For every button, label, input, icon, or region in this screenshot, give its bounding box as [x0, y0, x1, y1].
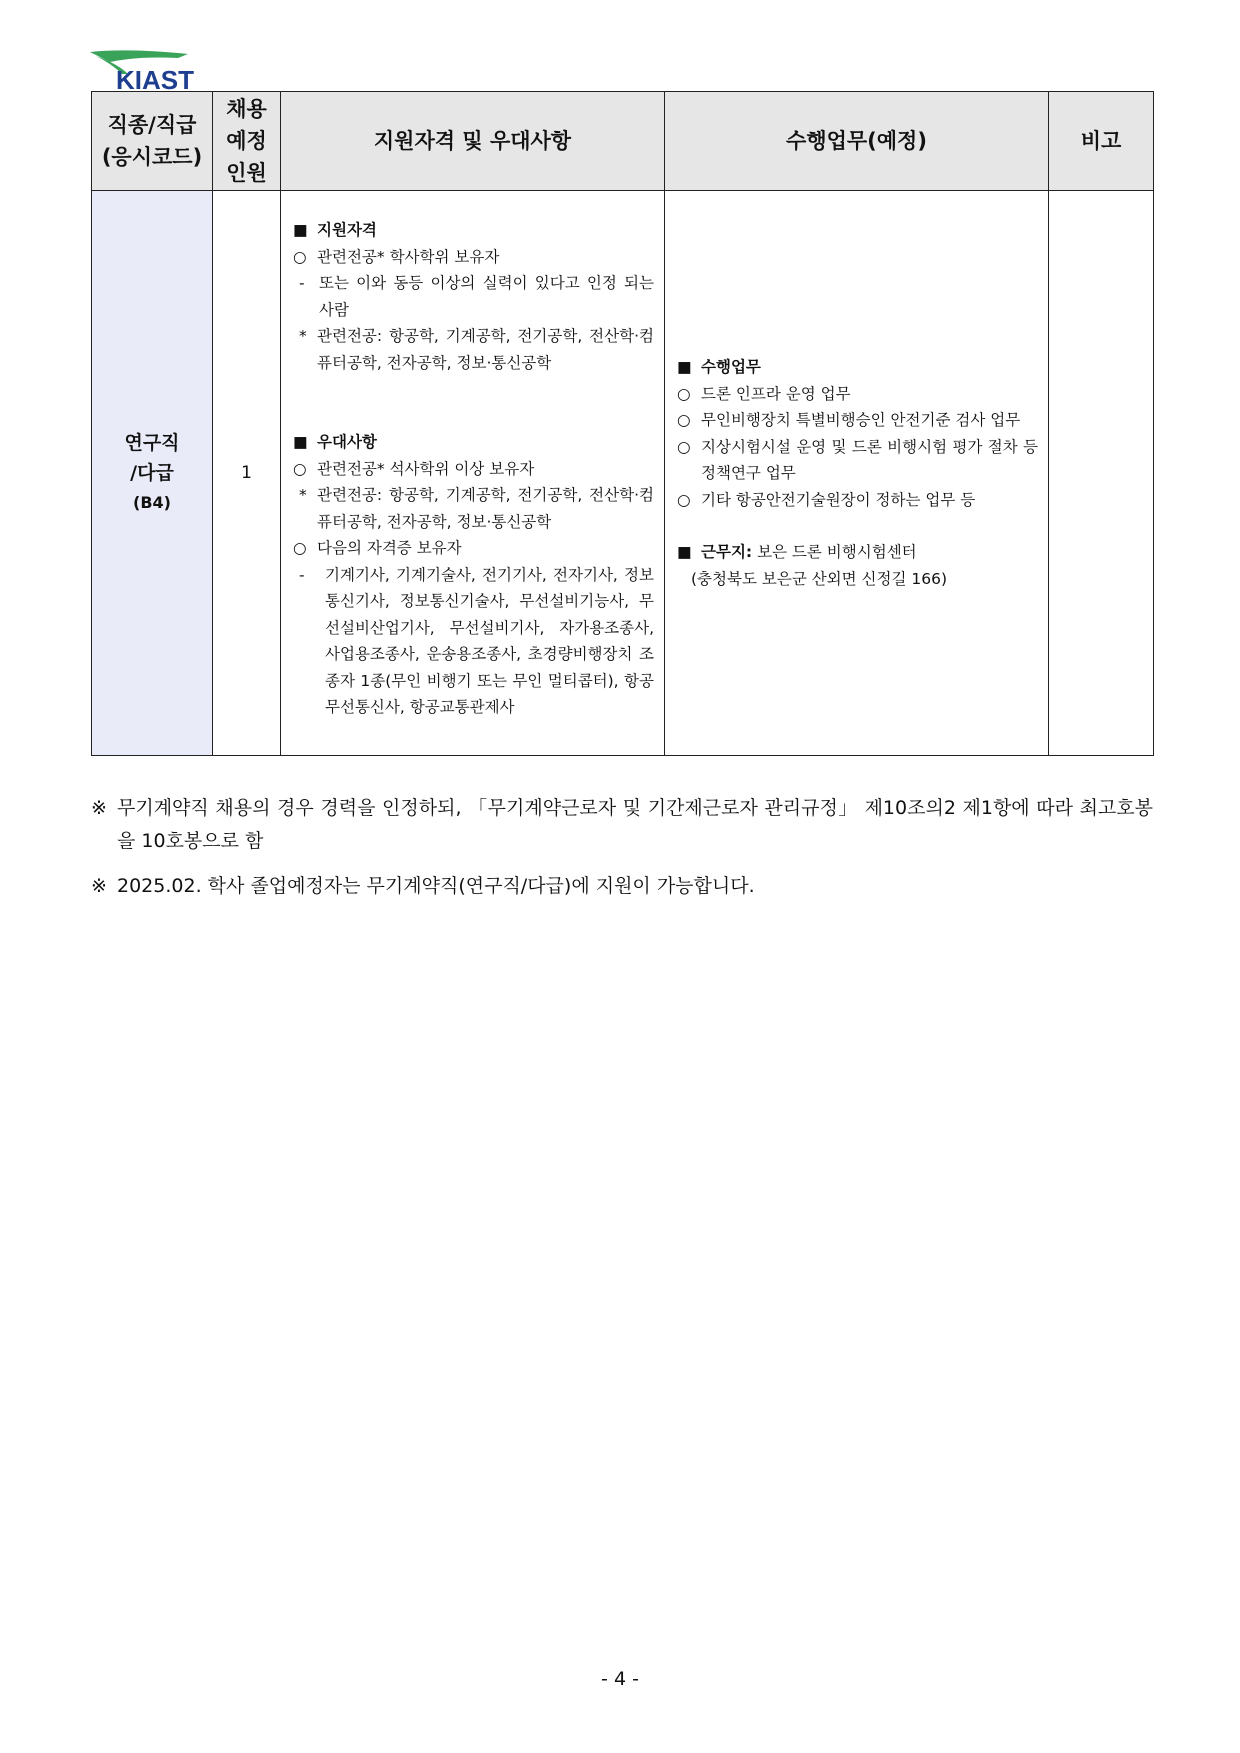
duties-cell — [665, 191, 1049, 756]
reference-mark-icon: ※ — [91, 797, 107, 819]
circle-bullet-icon: ○ — [677, 384, 691, 403]
header-job-type — [92, 92, 213, 191]
preferences-title-text: 우대사항 — [317, 433, 377, 451]
table-header-row — [92, 92, 1154, 191]
workplace-address: (충청북도 보은군 산외면 신정길 166) — [691, 569, 948, 588]
square-bullet-icon: ■ — [677, 543, 692, 561]
asterisk-bullet-icon: * — [299, 327, 307, 345]
dash-bullet-icon: - — [299, 274, 305, 292]
square-bullet-icon: ■ — [293, 221, 308, 239]
note-text: 무기계약직 채용의 경우 경력을 인정하되, 「무기계약근로자 및 기간제근로자 관리규정」 제10조의2 제1항에 따라 최고호봉을 10호봉으로 함 — [117, 797, 1153, 852]
spacer — [677, 513, 1038, 539]
list-item — [677, 434, 1038, 487]
list-item-text: 무인비행장치 특별비행승인 안전기준 검사 업무 — [701, 411, 1021, 429]
list-item — [293, 535, 654, 562]
note-text: 2025.02. 학사 졸업예정자는 무기계약직(연구직/다급)에 지원이 가능합니다. — [117, 875, 755, 897]
list-item — [677, 487, 1038, 514]
qualifications-title — [293, 217, 654, 244]
circle-bullet-icon: ○ — [677, 437, 691, 456]
square-bullet-icon: ■ — [677, 358, 692, 376]
header-duties: 수행업무(예정) — [665, 92, 1049, 191]
header-count-line3: 인원 — [226, 161, 267, 185]
qualifications-title-text: 지원자격 — [317, 221, 377, 239]
list-item — [677, 407, 1038, 434]
list-item-text: 기계기사, 기계기술사, 전기기사, 전자기사, 정보통신기사, 정보통신기술사, 무선설비기능사, 무선설비산업기사, 무선설비기사, 자가용조종사, 사업용조종사, 운송용조종사, 초경량비행장치 조종자 1종(무인 비행기 또는 무인 멀티콥터), 항공무선통신사, 항공교통관제사 — [325, 565, 654, 716]
circle-bullet-icon: ○ — [293, 247, 307, 266]
header-count-line2: 예정 — [226, 129, 267, 153]
header-remarks: 비고 — [1049, 92, 1154, 191]
list-item — [293, 482, 654, 535]
indent — [677, 566, 691, 593]
count-cell: 1 — [213, 191, 281, 756]
spacer — [293, 376, 654, 429]
job-type-line1: 연구직 — [124, 432, 180, 454]
duties-title — [677, 354, 1038, 381]
circle-bullet-icon: ○ — [293, 539, 307, 557]
list-item-text: 관련전공: 항공학, 기계공학, 전기공학, 전산학·컴퓨터공학, 전자공학, 정보·통신공학 — [317, 486, 654, 531]
list-item-text: 관련전공* 석사학위 이상 보유자 — [317, 459, 535, 478]
list-item-text: 또는 이와 동등 이상의 실력이 있다고 인정 되는 사람 — [319, 274, 654, 319]
note-item — [91, 792, 1153, 858]
list-item-text: 지상시험시설 운영 및 드론 비행시험 평가 절차 등 정책연구 업무 — [701, 437, 1038, 482]
workplace-line — [677, 539, 1038, 566]
recruitment-table — [91, 91, 1154, 756]
qualifications-cell — [281, 191, 665, 756]
square-bullet-icon: ■ — [293, 433, 308, 451]
dash-bullet-icon: - — [299, 565, 305, 584]
workplace-label: 근무지: — [701, 543, 753, 561]
workplace-value: 보은 드론 비행시험센터 — [757, 543, 917, 561]
circle-bullet-icon: ○ — [677, 490, 691, 509]
list-item — [293, 244, 654, 271]
header-qualifications: 지원자격 및 우대사항 — [281, 92, 665, 191]
job-code: (B4) — [133, 493, 171, 512]
list-item-text: 기타 항공안전기술원장이 정하는 업무 등 — [701, 490, 976, 509]
list-item-text: 다음의 자격증 보유자 — [317, 539, 462, 557]
workplace-address-line — [677, 566, 1038, 593]
list-item — [293, 456, 654, 483]
notes — [91, 792, 1153, 915]
table-row — [92, 191, 1154, 756]
header-count — [213, 92, 281, 191]
header-count-line1: 채용 — [226, 97, 267, 121]
logo-text: KIAST — [116, 65, 194, 92]
duties-title-text: 수행업무 — [701, 358, 761, 376]
circle-bullet-icon: ○ — [677, 411, 691, 429]
kiast-logo — [88, 44, 213, 92]
remarks-cell — [1049, 191, 1154, 756]
list-item-text: 관련전공: 항공학, 기계공학, 전기공학, 전산학·컴퓨터공학, 전자공학, 정보·통신공학 — [317, 327, 654, 372]
reference-mark-icon: ※ — [91, 875, 107, 897]
kiast-logo-graphic — [88, 44, 213, 92]
note-item — [91, 870, 1153, 903]
list-item — [293, 323, 654, 376]
header-job-type-line2: (응시코드) — [101, 145, 203, 169]
list-item-text: 드론 인프라 운영 업무 — [701, 384, 851, 403]
list-item — [677, 381, 1038, 408]
list-item — [293, 562, 654, 721]
list-item — [293, 270, 654, 323]
asterisk-bullet-icon: * — [299, 486, 307, 504]
job-type-cell — [92, 191, 213, 756]
job-type-line2: /다급 — [130, 462, 174, 484]
list-item-text: 관련전공* 학사학위 보유자 — [317, 247, 500, 266]
circle-bullet-icon: ○ — [293, 459, 307, 478]
page-number: - 4 - — [601, 1668, 639, 1690]
header-job-type-line1: 직종/직급 — [107, 113, 197, 137]
preferences-title — [293, 429, 654, 456]
